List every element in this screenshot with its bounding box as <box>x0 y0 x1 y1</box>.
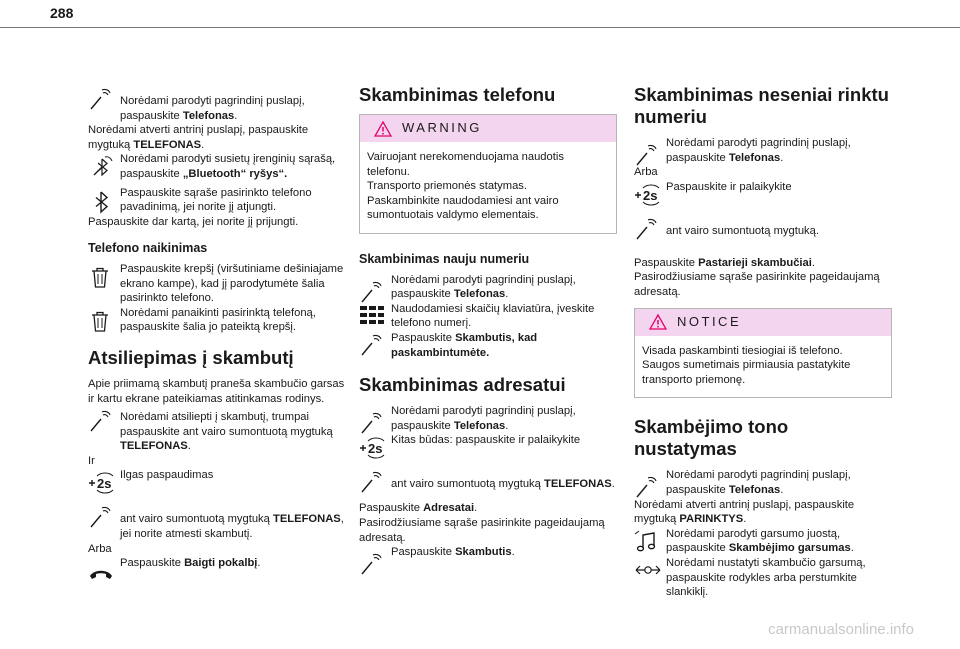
hang-up-icon <box>88 564 114 588</box>
instruction-answer: Norėdami atsiliepti į skambutį, trumpai paspauskite ant vairo sumontuotą mygtuką TELEFONAS. <box>88 406 346 454</box>
instruction-home: Norėdami parodyti pagrindinį puslapį, paspauskite Telefonas. <box>634 136 892 165</box>
slider-arrows-icon <box>634 559 660 583</box>
tap-gesture-icon <box>634 218 660 242</box>
heading-call-contact: Skambinimas adresatui <box>359 374 566 396</box>
page-number: 288 <box>50 5 74 21</box>
instruction-home: Norėdami parodyti pagrindinį puslapį, paspauskite Telefonas. <box>88 80 346 123</box>
column-right: Skambinimas neseniai rinktu numeriu Norėdami parodyti pagrindinį puslapį, paspauskite Telefonas. Arba 2s Paspauskite ir palaikykite ant vairo sumontuotą mygtuką. Paspauskite Pastarieji skambučiai. Pasirodžiusiame sąraše pasirinkite pageidaujamą adresatą. NOTICE Visada paskambinti tiesiogiai iš telefono. Saugos sumetimais pirmiausia pastatykite transporto priemonę. Skambėjimo tono nustatymas Norėdami parodyti pagrindinį puslapį, paspauskite Telefonas. Norėdami atverti antrinį puslapį, paspauskite mygtuką PARINKTYS. Norėdami parodyti garsumo juostą, paspauskite Skambėjimo garsumas. Norėdami nustatyti skambučio garsumą, paspauskite rodykles arba perstumkite slankiklį. <box>634 80 892 600</box>
warning-triangle-icon <box>649 314 667 330</box>
heading-delete-phone: Telefono naikinimas <box>88 241 208 256</box>
instruction-call-contact: Paspauskite Skambutis. <box>359 545 617 569</box>
instruction-keypad: Naudodamiesi skaičių klaviatūra, įveskite telefono numerį. <box>359 302 617 331</box>
long-press-2s-icon <box>88 471 114 495</box>
svg-text:2s: 2s <box>643 187 658 203</box>
warning-triangle-icon <box>374 121 392 137</box>
instruction-bluetooth: Norėdami parodyti susietų įrenginių sąrašą, paspauskite „Bluetooth“ ryšys“. <box>88 152 346 181</box>
trash-icon <box>88 309 114 333</box>
warning-title: WARNING <box>402 120 482 136</box>
long-press-2s-icon <box>359 436 385 460</box>
tap-gesture-icon <box>88 88 114 112</box>
trash-icon <box>88 265 114 289</box>
header-rule <box>0 27 960 28</box>
heading-recent-number: Skambinimas neseniai rinktu numeriu <box>634 84 889 127</box>
instruction-steering-button: ant vairo sumontuotą mygtuką. <box>634 210 892 248</box>
notice-text: Visada paskambinti tiesiogiai iš telefono. Saugos sumetimais pirmiausia pastatykite transporto priemonę. <box>642 344 851 386</box>
instruction-volume-adjust: Norėdami nustatyti skambučio garsumą, paspauskite rodykles arba perstumkite slankiklį. <box>634 556 892 600</box>
instruction-steering-button: ant vairo sumontuotą mygtuką TELEFONAS. <box>359 463 617 501</box>
heading-new-number: Skambinimas nauju numeriu <box>359 251 530 266</box>
instruction-call: Paspauskite Skambutis, kad paskambintumėte. <box>359 331 617 360</box>
instruction-long-press: 2s Ilgas paspaudimas <box>88 468 346 498</box>
column-middle: Skambinimas telefonu WARNING Vairuojant nerekomenduojama naudotis telefonu. Transporto priemonės statymas. Paskambinkite naudodamiesi ant vairo sumontuotais valdymo elementais. Skambinimas nauju numeriu Norėdami parodyti pagrindinį puslapį, paspauskite Telefonas. Naudodamiesi skaičių klaviatūra, įveskite telefono numerį. Paspauskite Skambutis, kad paskambintumėte. Skambinimas adresatui Norėdami parodyti pagrindinį puslapį, paspauskite Telefonas. 2s Kitas būdas: paspauskite ir palaikykite ant vairo sumontuotą mygtuką TELEFONAS. Paspauskite Adresatai. Pasirodžiusiame sąraše pasirinkite pageidaujamą adresatą. Paspauskite Skambutis. <box>359 80 617 569</box>
column-left: Norėdami parodyti pagrindinį puslapį, paspauskite Telefonas. Norėdami atverti antrinį puslapį, paspauskite mygtuką TELEFONAS. Norėdami parodyti susietų įrenginių sąrašą, paspauskite „Bluetooth“ ryšys“. Paspauskite sąraše pasirinkto telefono pavadinimą, jei norite jį atjungti. Paspauskite dar kartą, jei norite jį prijungti. Telefono naikinimas Paspauskite krepšį (viršutiniame dešiniajame ekrano kampe), kad jį parodytumėte šalia pasirinkto telefono. Norėdami panaikinti pasirinktą telefoną, paspauskite šalia jo pateiktą krepšį. Atsiliepimas į skambutį Apie priimamą skambutį praneša skambučio garsas ir kartu ekrane pateikiamas atitinkamas rodinys. Norėdami atsiliepti į skambutį, trumpai paspauskite ant vairo sumontuotą mygtuką TELEFONAS. Ir 2s Ilgas paspaudimas ant vairo sumontuotą mygtuką TELEFONAS, jei norite atmesti skambutį. Arba Paspauskite Baigti pokalbį. <box>88 80 346 580</box>
tap-gesture-icon <box>88 506 114 530</box>
tap-gesture-icon <box>88 410 114 434</box>
tap-gesture-icon <box>359 553 385 577</box>
bluetooth-icon <box>88 155 114 179</box>
instruction-reject: ant vairo sumontuotą mygtuką TELEFONAS, jei norite atmesti skambutį. <box>88 498 346 541</box>
instruction-long-press: 2s Paspauskite ir palaikykite <box>634 180 892 210</box>
instruction-long-press: 2s Kitas būdas: paspauskite ir palaikykite <box>359 433 617 463</box>
tap-gesture-icon <box>359 334 385 358</box>
music-note-icon <box>634 530 660 554</box>
notice-title: NOTICE <box>677 313 742 329</box>
instruction-home: Norėdami parodyti pagrindinį puslapį, paspauskite Telefonas. <box>359 273 617 302</box>
long-press-2s-icon <box>634 183 660 207</box>
heading-call-phone: Skambinimas telefonu <box>359 84 556 105</box>
instruction-hang-up: Paspauskite Baigti pokalbį. <box>88 556 346 580</box>
watermark: carmanualsonline.info <box>768 621 914 638</box>
instruction-delete: Norėdami panaikinti pasirinktą telefoną, paspauskite šalia jo pateiktą krepšį. <box>88 306 346 335</box>
keypad-icon <box>359 305 385 329</box>
instruction-trash: Paspauskite krepšį (viršutiniame dešiniajame ekrano kampe), kad jį parodytumėte šalia pasirinkto telefono. <box>88 262 346 306</box>
heading-answer-call: Atsiliepimas į skambutį <box>88 346 294 368</box>
instruction-home: Norėdami parodyti pagrindinį puslapį, paspauskite Telefonas. <box>359 404 617 433</box>
svg-text:2s: 2s <box>97 476 112 492</box>
tap-gesture-icon <box>634 476 660 500</box>
warning-text: Vairuojant nerekomenduojama naudotis telefonu. Transporto priemonės statymas. Paskambinkite naudodamiesi ant vairo sumontuotais valdymo elementais. <box>367 151 564 222</box>
bluetooth-icon <box>88 189 114 213</box>
instruction-disconnect: Paspauskite sąraše pasirinkto telefono pavadinimą, jei norite jį atjungti. <box>88 186 346 215</box>
instruction-volume-bar: Norėdami parodyti garsumo juostą, paspauskite Skambėjimo garsumas. <box>634 527 892 556</box>
heading-ringtone: Skambėjimo tono nustatymas <box>634 416 789 460</box>
warning-box <box>359 114 617 234</box>
instruction-home: Norėdami parodyti pagrindinį puslapį, paspauskite Telefonas. <box>634 468 892 497</box>
tap-gesture-icon <box>634 144 660 168</box>
tap-gesture-icon <box>359 471 385 495</box>
svg-text:2s: 2s <box>368 441 383 457</box>
notice-box <box>634 308 892 399</box>
